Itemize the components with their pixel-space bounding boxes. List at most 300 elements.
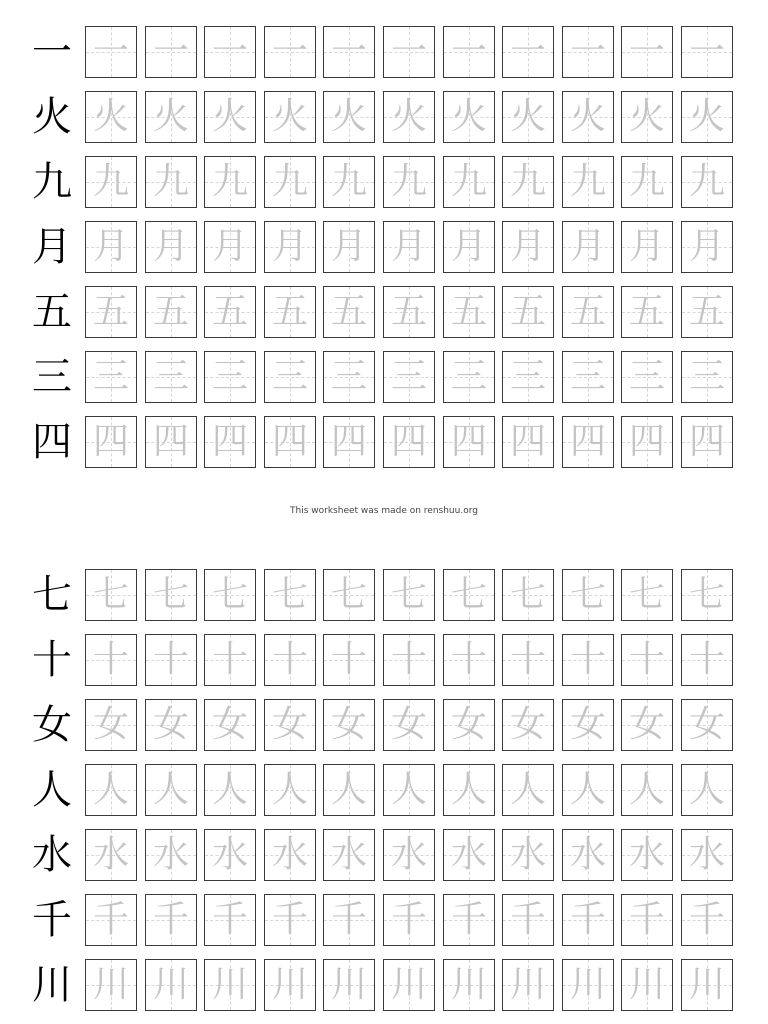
trace-kanji: 九 [211,161,248,202]
kanji-row [0,351,768,403]
practice-cell [264,416,316,468]
practice-cell [264,959,316,1011]
trace-kanji: 川 [152,964,189,1005]
trace-kanji: 女 [92,704,129,745]
practice-cell [204,569,256,621]
trace-kanji: 一 [688,31,725,72]
kanji-row [0,699,768,751]
trace-kanji: 十 [211,639,248,680]
trace-kanji: 火 [211,96,248,137]
trace-kanji: 十 [390,639,427,680]
practice-cell [323,156,375,208]
trace-kanji: 五 [211,291,248,332]
trace-kanji: 千 [569,899,606,940]
trace-kanji: 五 [390,291,427,332]
practice-cell [443,699,495,751]
trace-kanji: 四 [330,421,367,462]
practice-cell [204,699,256,751]
practice-cell [681,351,733,403]
practice-cell [502,634,554,686]
trace-kanji: 水 [211,834,248,875]
trace-kanji: 五 [569,291,606,332]
trace-kanji: 月 [390,226,427,267]
practice-cell [443,829,495,881]
practice-cell [264,351,316,403]
model-kanji: 川 [32,962,72,1008]
practice-cell [502,894,554,946]
trace-kanji: 三 [390,356,427,397]
trace-kanji: 十 [688,639,725,680]
practice-cell [145,26,197,78]
practice-cell [443,156,495,208]
trace-kanji: 十 [152,639,189,680]
trace-kanji: 川 [211,964,248,1005]
practice-cell [681,569,733,621]
trace-kanji: 火 [688,96,725,137]
practice-cell [145,221,197,273]
trace-kanji: 水 [450,834,487,875]
model-kanji: 月 [32,224,72,270]
practice-cell [323,634,375,686]
practice-cell [621,26,673,78]
trace-kanji: 五 [628,291,665,332]
trace-kanji: 月 [92,226,129,267]
trace-kanji: 水 [271,834,308,875]
model-kanji: 十 [32,637,72,683]
practice-cell [621,894,673,946]
trace-kanji: 五 [509,291,546,332]
trace-kanji: 月 [628,226,665,267]
model-kanji: 九 [32,159,72,205]
trace-kanji: 五 [688,291,725,332]
trace-kanji: 九 [92,161,129,202]
practice-cell [264,699,316,751]
trace-kanji: 三 [628,356,665,397]
trace-kanji: 女 [271,704,308,745]
practice-cell [502,26,554,78]
trace-kanji: 三 [271,356,308,397]
trace-kanji: 十 [450,639,487,680]
trace-kanji: 火 [569,96,606,137]
trace-kanji: 七 [271,574,308,615]
trace-kanji: 女 [390,704,427,745]
trace-kanji: 九 [450,161,487,202]
practice-cell [621,416,673,468]
model-kanji: 火 [32,94,72,140]
trace-kanji: 五 [450,291,487,332]
practice-cell [264,221,316,273]
trace-kanji: 九 [688,161,725,202]
practice-cell [264,764,316,816]
trace-kanji: 四 [628,421,665,462]
trace-kanji: 十 [509,639,546,680]
practice-cell [383,221,435,273]
practice-cell [621,286,673,338]
practice-cell [85,221,137,273]
kanji-row [0,156,768,208]
trace-kanji: 五 [330,291,367,332]
practice-cell [85,286,137,338]
practice-cell [383,26,435,78]
trace-kanji: 三 [330,356,367,397]
practice-cell [383,569,435,621]
practice-cell [323,699,375,751]
practice-cell [443,634,495,686]
practice-cell [85,26,137,78]
practice-cell [323,569,375,621]
trace-kanji: 五 [271,291,308,332]
trace-kanji: 一 [211,31,248,72]
trace-kanji: 女 [509,704,546,745]
practice-cell [323,416,375,468]
trace-kanji: 四 [509,421,546,462]
practice-cell [323,221,375,273]
model-kanji: 五 [32,289,72,335]
practice-cell [323,351,375,403]
trace-kanji: 一 [628,31,665,72]
trace-kanji: 千 [271,899,308,940]
practice-cell [681,764,733,816]
practice-cell [443,221,495,273]
practice-cell [204,959,256,1011]
kanji-row [0,26,768,78]
model-kanji: 三 [32,354,72,400]
trace-kanji: 十 [271,639,308,680]
trace-kanji: 千 [390,899,427,940]
practice-cell [502,959,554,1011]
practice-cell [562,634,614,686]
practice-cell [681,634,733,686]
practice-cell [621,829,673,881]
trace-kanji: 九 [628,161,665,202]
practice-cell [443,416,495,468]
trace-kanji: 火 [92,96,129,137]
practice-cell [85,634,137,686]
practice-cell [323,26,375,78]
practice-cell [502,699,554,751]
practice-cell [85,764,137,816]
practice-cell [323,959,375,1011]
practice-cell [502,416,554,468]
kanji-row [0,764,768,816]
trace-kanji: 火 [628,96,665,137]
trace-kanji: 四 [271,421,308,462]
trace-kanji: 九 [509,161,546,202]
practice-cell [383,699,435,751]
trace-kanji: 千 [211,899,248,940]
trace-kanji: 女 [330,704,367,745]
practice-cell [85,959,137,1011]
trace-kanji: 一 [390,31,427,72]
practice-cell [681,26,733,78]
practice-cell [264,286,316,338]
practice-cell [562,416,614,468]
model-kanji: 千 [32,897,72,943]
trace-kanji: 一 [152,31,189,72]
kanji-row [0,416,768,468]
trace-kanji: 千 [509,899,546,940]
practice-cell [681,699,733,751]
practice-cell [145,91,197,143]
practice-cell [681,829,733,881]
trace-kanji: 十 [628,639,665,680]
practice-cell [681,156,733,208]
practice-cell [145,894,197,946]
practice-cell [85,351,137,403]
trace-kanji: 川 [271,964,308,1005]
model-kanji: 一 [32,29,72,75]
trace-kanji: 千 [92,899,129,940]
trace-kanji: 水 [390,834,427,875]
trace-kanji: 十 [92,639,129,680]
trace-kanji: 月 [211,226,248,267]
practice-cell [443,91,495,143]
practice-cell [621,91,673,143]
practice-cell [204,26,256,78]
practice-cell [323,829,375,881]
practice-cell [502,156,554,208]
trace-kanji: 人 [92,769,129,810]
trace-kanji: 女 [152,704,189,745]
trace-kanji: 女 [628,704,665,745]
practice-cell [264,634,316,686]
trace-kanji: 女 [211,704,248,745]
practice-cell [145,829,197,881]
trace-kanji: 火 [450,96,487,137]
trace-kanji: 三 [569,356,606,397]
trace-kanji: 人 [330,769,367,810]
kanji-row [0,829,768,881]
practice-cell [204,351,256,403]
trace-kanji: 水 [569,834,606,875]
practice-cell [383,156,435,208]
trace-kanji: 七 [152,574,189,615]
trace-kanji: 一 [330,31,367,72]
trace-kanji: 火 [509,96,546,137]
practice-cell [562,91,614,143]
trace-kanji: 七 [628,574,665,615]
practice-cell [204,894,256,946]
practice-cell [383,286,435,338]
trace-kanji: 四 [390,421,427,462]
practice-cell [85,91,137,143]
practice-cell [85,416,137,468]
trace-kanji: 七 [688,574,725,615]
trace-kanji: 人 [569,769,606,810]
trace-kanji: 人 [509,769,546,810]
practice-cell [621,351,673,403]
practice-cell [502,286,554,338]
trace-kanji: 月 [330,226,367,267]
practice-cell [145,156,197,208]
model-kanji: 水 [32,832,72,878]
practice-cell [204,286,256,338]
trace-kanji: 千 [330,899,367,940]
trace-kanji: 川 [628,964,665,1005]
practice-cell [204,634,256,686]
practice-cell [323,764,375,816]
model-kanji: 人 [32,767,72,813]
trace-kanji: 三 [450,356,487,397]
practice-cell [681,91,733,143]
trace-kanji: 七 [450,574,487,615]
trace-kanji: 月 [152,226,189,267]
trace-kanji: 水 [628,834,665,875]
practice-cell [204,91,256,143]
practice-cell [264,26,316,78]
trace-kanji: 三 [211,356,248,397]
practice-cell [204,156,256,208]
trace-kanji: 九 [152,161,189,202]
practice-cell [562,959,614,1011]
practice-cell [562,156,614,208]
trace-kanji: 女 [450,704,487,745]
trace-kanji: 水 [688,834,725,875]
kanji-row [0,959,768,1011]
trace-kanji: 千 [628,899,665,940]
trace-kanji: 四 [92,421,129,462]
practice-cell [145,959,197,1011]
practice-cell [562,829,614,881]
practice-cell [264,894,316,946]
trace-kanji: 七 [92,574,129,615]
trace-kanji: 火 [330,96,367,137]
practice-cell [562,286,614,338]
practice-cell [264,829,316,881]
practice-cell [621,699,673,751]
practice-cell [443,959,495,1011]
kanji-row [0,91,768,143]
practice-cell [621,569,673,621]
practice-cell [621,959,673,1011]
practice-cell [383,416,435,468]
trace-kanji: 水 [330,834,367,875]
practice-cell [502,351,554,403]
kanji-row [0,221,768,273]
trace-kanji: 一 [92,31,129,72]
trace-kanji: 月 [450,226,487,267]
trace-kanji: 女 [688,704,725,745]
trace-kanji: 七 [390,574,427,615]
kanji-row [0,286,768,338]
trace-kanji: 四 [211,421,248,462]
trace-kanji: 九 [271,161,308,202]
practice-cell [681,959,733,1011]
practice-cell [443,764,495,816]
practice-cell [383,91,435,143]
trace-kanji: 水 [509,834,546,875]
practice-cell [85,894,137,946]
trace-kanji: 人 [688,769,725,810]
trace-kanji: 火 [152,96,189,137]
practice-cell [323,894,375,946]
practice-cell [562,26,614,78]
practice-cell [204,829,256,881]
practice-cell [204,416,256,468]
trace-kanji: 女 [569,704,606,745]
trace-kanji: 人 [390,769,427,810]
trace-kanji: 水 [152,834,189,875]
trace-kanji: 月 [509,226,546,267]
trace-kanji: 五 [92,291,129,332]
practice-cell [383,351,435,403]
practice-cell [264,569,316,621]
trace-kanji: 四 [688,421,725,462]
practice-cell [681,894,733,946]
practice-cell [85,156,137,208]
practice-cell [502,221,554,273]
trace-kanji: 千 [450,899,487,940]
trace-kanji: 九 [569,161,606,202]
practice-cell [562,894,614,946]
trace-kanji: 火 [390,96,427,137]
trace-kanji: 川 [688,964,725,1005]
kanji-row [0,894,768,946]
trace-kanji: 三 [152,356,189,397]
practice-cell [383,764,435,816]
practice-cell [562,351,614,403]
trace-kanji: 川 [509,964,546,1005]
practice-cell [443,351,495,403]
trace-kanji: 月 [688,226,725,267]
trace-kanji: 一 [271,31,308,72]
practice-cell [621,221,673,273]
kanji-row [0,634,768,686]
practice-cell [85,569,137,621]
trace-kanji: 四 [450,421,487,462]
trace-kanji: 七 [509,574,546,615]
trace-kanji: 三 [688,356,725,397]
trace-kanji: 十 [569,639,606,680]
trace-kanji: 人 [271,769,308,810]
trace-kanji: 十 [330,639,367,680]
model-kanji: 四 [32,419,72,465]
practice-cell [562,221,614,273]
trace-kanji: 川 [330,964,367,1005]
practice-cell [383,829,435,881]
trace-kanji: 川 [390,964,427,1005]
practice-cell [264,156,316,208]
practice-cell [562,569,614,621]
practice-cell [383,959,435,1011]
trace-kanji: 五 [152,291,189,332]
practice-cell [621,764,673,816]
trace-kanji: 四 [569,421,606,462]
practice-cell [323,91,375,143]
trace-kanji: 九 [390,161,427,202]
trace-kanji: 一 [509,31,546,72]
trace-kanji: 七 [211,574,248,615]
practice-cell [562,764,614,816]
trace-kanji: 火 [271,96,308,137]
trace-kanji: 人 [211,769,248,810]
trace-kanji: 三 [92,356,129,397]
trace-kanji: 川 [92,964,129,1005]
model-kanji: 七 [32,572,72,618]
practice-cell [562,699,614,751]
trace-kanji: 人 [152,769,189,810]
practice-cell [621,156,673,208]
practice-cell [204,764,256,816]
practice-cell [502,91,554,143]
practice-cell [621,634,673,686]
practice-cell [204,221,256,273]
practice-cell [145,764,197,816]
trace-kanji: 七 [330,574,367,615]
trace-kanji: 七 [569,574,606,615]
practice-cell [443,26,495,78]
trace-kanji: 川 [450,964,487,1005]
